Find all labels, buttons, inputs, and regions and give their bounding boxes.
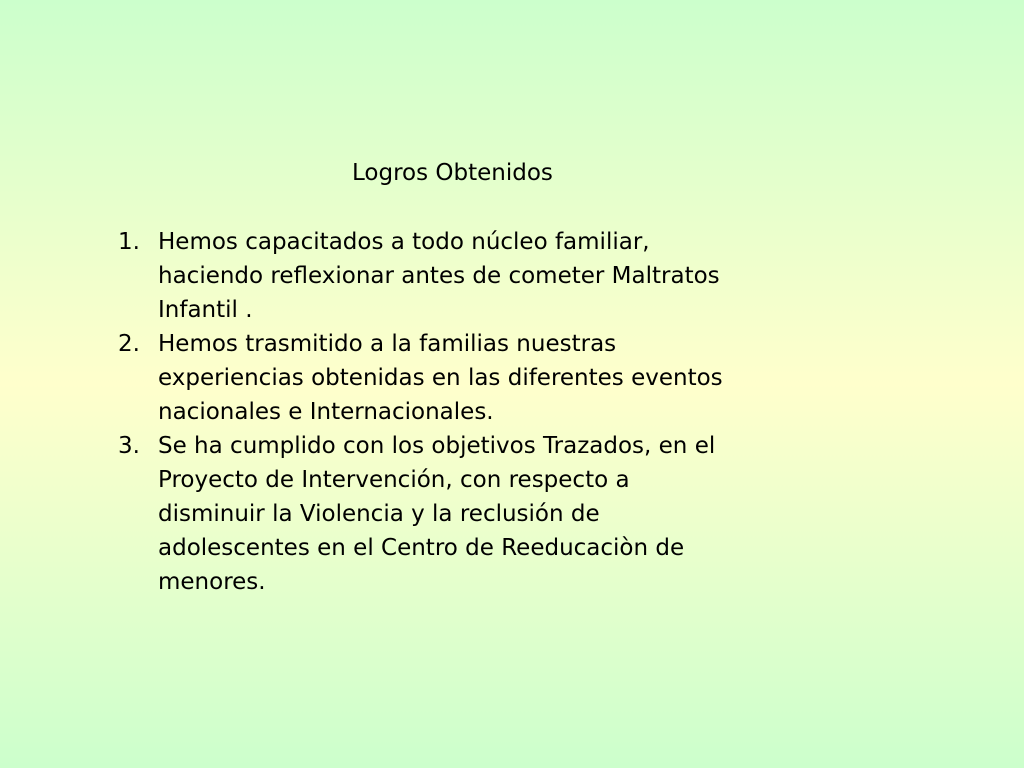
list-item [118, 327, 838, 429]
slide-title: Logros Obtenidos [352, 160, 553, 186]
list-item [118, 429, 838, 599]
list-item-number: 1. [118, 229, 140, 255]
list-item-text: Se ha cumplido con los objetivos Trazados, en el Proyecto de Intervención, con respecto a disminuir la Violencia y la reclusión de adolescentes en el Centro de Reeducaciòn de menores. [158, 433, 716, 595]
list-item-number: 3. [118, 433, 140, 459]
list-item [118, 225, 838, 327]
list-item-text: Hemos trasmitido a la familias nuestras experiencias obtenidas en las diferentes eventos nacionales e Internacionales. [158, 331, 723, 425]
list-item-number: 2. [118, 331, 140, 357]
list-item-text: Hemos capacitados a todo núcleo familiar, haciendo reflexionar antes de cometer Maltratos Infantil . [158, 229, 720, 323]
achievements-list [118, 225, 838, 599]
